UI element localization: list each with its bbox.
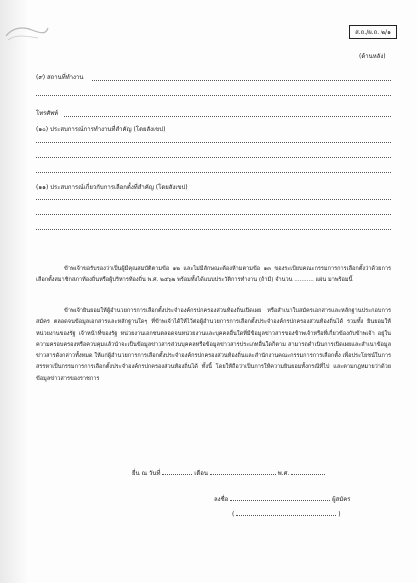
workplace-label: (๙) สถานที่ทำงาน (36, 74, 84, 81)
back-side-label: (ด้านหลัง) (359, 53, 386, 60)
election-experience-line-2 (36, 214, 391, 215)
election-experience-line-1 (36, 199, 391, 200)
workplace-line (92, 80, 391, 81)
certification-paragraph (36, 264, 391, 287)
month-field (210, 468, 276, 475)
phone-label: โทรศัพท์ (36, 110, 59, 117)
work-experience-line-2 (36, 157, 391, 158)
year-label: พ.ศ. (277, 470, 290, 477)
printed-name-line (232, 509, 341, 518)
submitted-label: ยื่น ณ วันที่ (132, 470, 161, 477)
sign-label: ลงชื่อ (214, 496, 229, 503)
signature-field (230, 494, 330, 501)
form-code-box: ส.ถ./ผ.ถ. ๒/๑ (349, 25, 397, 39)
consent-paragraph (36, 306, 391, 385)
work-experience-line-1 (36, 142, 391, 143)
scan-shadow (0, 0, 28, 583)
printed-name-field (236, 509, 336, 516)
day-field (162, 468, 192, 475)
signature-line (214, 494, 351, 504)
work-experience-line-3 (36, 172, 391, 173)
consent-text: ข้าพเจ้ายินยอมให้ผู้อำนวยการการเลือกตั้งประจำองค์กรปกครองส่วนท้องถิ่นเปิดเผย หรือสำเนาใบสมัครเอกสารและหลักฐานประกอบการสมัคร ตลอดจนข้อมูลเอกสารและหลักฐานใดๆ ที่ข้าพเจ้าได้ให้ไว้ต่อผู้อำนวยการการเลือกตั้งประจำองค์กรปกครองส่วนท้องถิ่นได้ รวมทั้ง ยินยอมให้หน่วยงานของรัฐ เจ้าหน้าที่ของรัฐ หน่วยงานเอกชนตลอดจนหน่วยงานและบุคคลอื่นใดที่มีข้อมูลข่าวสารของข้าพเจ้าหรือที่เกี่ยวข้องกับข้าพเจ้า อยู่ในความครอบครองหรือควบคุมแล้วนำจะเป็นข้อมูลข่าวสารส่วนบุคคลหรือข้อมูลข่าวสารประเภทอื่นใดก็ตาม สามารถดำเนินการเปิดเผยและสำเนาข้อมูลข่าวสารดังกล่าวทั้งหมด ให้แก่ผู้อำนวยการการเลือกตั้งประจำองค์กรปกครองส่วนท้องถิ่นและสำนักงานคณะกรรมการการเลือกตั้ง เพื่อประโยชน์ในการสรรหาเป็นกรรมการการเลือกตั้งประจำองค์กรปกครองส่วนท้องถิ่นได้ ทั้งนี้ โดยให้ถือว่าเป็นการให้ความยินยอมทั้งกรณีที่ไป และตามกฎหมายว่าด้วยข้อมูลข่าวสารของราชการ (36, 308, 391, 382)
year-field (291, 468, 325, 475)
month-label: เดือน (194, 470, 208, 477)
workplace-line-2 (36, 95, 391, 96)
election-experience-line-3 (36, 229, 391, 230)
faint-stamp-mark (2, 22, 50, 44)
open-paren: ( (232, 511, 235, 518)
submission-date-line (132, 468, 325, 478)
election-experience-label: (๑๑) ประสบการณ์เกี่ยวกับการเลือกตั้งที่สำคัญ (โดยสังเขป) (36, 184, 188, 191)
phone-line (64, 116, 391, 117)
close-paren: ) (338, 511, 341, 518)
certification-text: ข้าพเจ้าขอรับรองว่าเป็นผู้มีคุณสมบัติตามข้อ ๑๒ และไม่มีลักษณะต้องห้ามตามข้อ ๑๓ ของระเบียบคณะกรรมการการเลือกตั้งว่าด้วยการเลือกตั้งสมาชิกสภาท้องถิ่นหรือผู้บริหารท้องถิ่น พ.ศ. ๒๕๖๒ พร้อมทั้งได้แนบประวัติการทำงาน (ถ้ามี) จำนวน ........... แผ่น มาพร้อมนี้ (36, 266, 391, 284)
work-experience-label: (๑๐) ประสบการณ์การทำงานที่สำคัญ (โดยสังเขป) (36, 126, 166, 133)
applicant-label: ผู้สมัคร (332, 496, 351, 503)
